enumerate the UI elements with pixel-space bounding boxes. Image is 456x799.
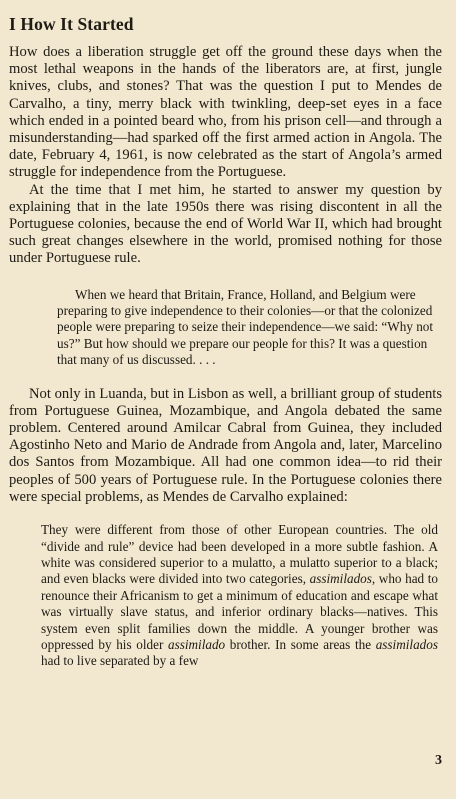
- block-quote-2: [41, 522, 438, 670]
- page-number: 3: [435, 753, 442, 768]
- block-quote-1: [57, 287, 434, 369]
- quote-2-part-4: had to live separated by a few: [41, 653, 199, 669]
- block-quote-2-text: [41, 522, 438, 670]
- quote-2-term-assimilado: assimilado: [168, 636, 226, 652]
- quote-2-part-1: They were different from those of other European countries. The old “divide and rule” device had been developed in a more subtle fashion. A white was considered superior to a mulatto, a mulatto superior to a black; and even blacks were divided into two categories,: [41, 522, 438, 587]
- paragraph-1: How does a liberation struggle get off the ground these days when the most lethal weapons in the hands of the liberators are, at first, jungle knives, clubs, and stones? That was the question I put to Mendes de Carvalho, a tiny, merry black with twinkling, deep-set eyes in a face which ended in a pointed beard who, from his prison cell—and through a misunderstanding—had sparked off the first armed action in Angola. The date, February 4, 1961, is now celebrated as the start of Angola’s armed struggle for independence from the Portuguese.: [9, 44, 442, 181]
- paragraph-3: Not only in Luanda, but in Lisbon as well, a brilliant group of students from Portuguese Guinea, Mozambique, and Angola debated the same problem. Centered around Amilcar Cabral from Guinea, they included Agostinho Neto and Mario de Andrade from Angola and, later, Marcelino dos Santos from Mozambique. All had one common idea—to rid their peoples of 500 years of Portuguese rule. In the Portuguese colonies there were special problems, as Mendes de Carvalho explained:: [9, 385, 442, 505]
- quote-2-part-3: brother. In some areas the: [225, 636, 376, 652]
- block-quote-1-text: When we heard that Britain, France, Holland, and Belgium were preparing to give independence to their colonies—or that the colonized people were preparing to seize their independence—we said: “Why not us?” But how should we prepare our people for this? It was a question that many of us discussed. . . .: [57, 286, 434, 368]
- quote-2-term-assimilados: assimilados: [309, 571, 372, 587]
- paragraph-2: At the time that I met him, he started to answer my question by explaining that in the late 1950s there was rising discontent in all the Portuguese colonies, because the end of World War II, which had brought such great changes elsewhere in the world, promised nothing for those under Portuguese rule.: [9, 181, 442, 267]
- quote-2-part-2: , who had to renounce their Africanism to get a minimum of education and escape what was virtually slave status, and inferior ordinary blacks—natives. This system even split families down the middle. A younger brother was oppressed by his older: [41, 571, 438, 652]
- quote-2-term-assimilados-2: assimilados: [375, 636, 438, 652]
- chapter-title: I How It Started: [9, 14, 134, 34]
